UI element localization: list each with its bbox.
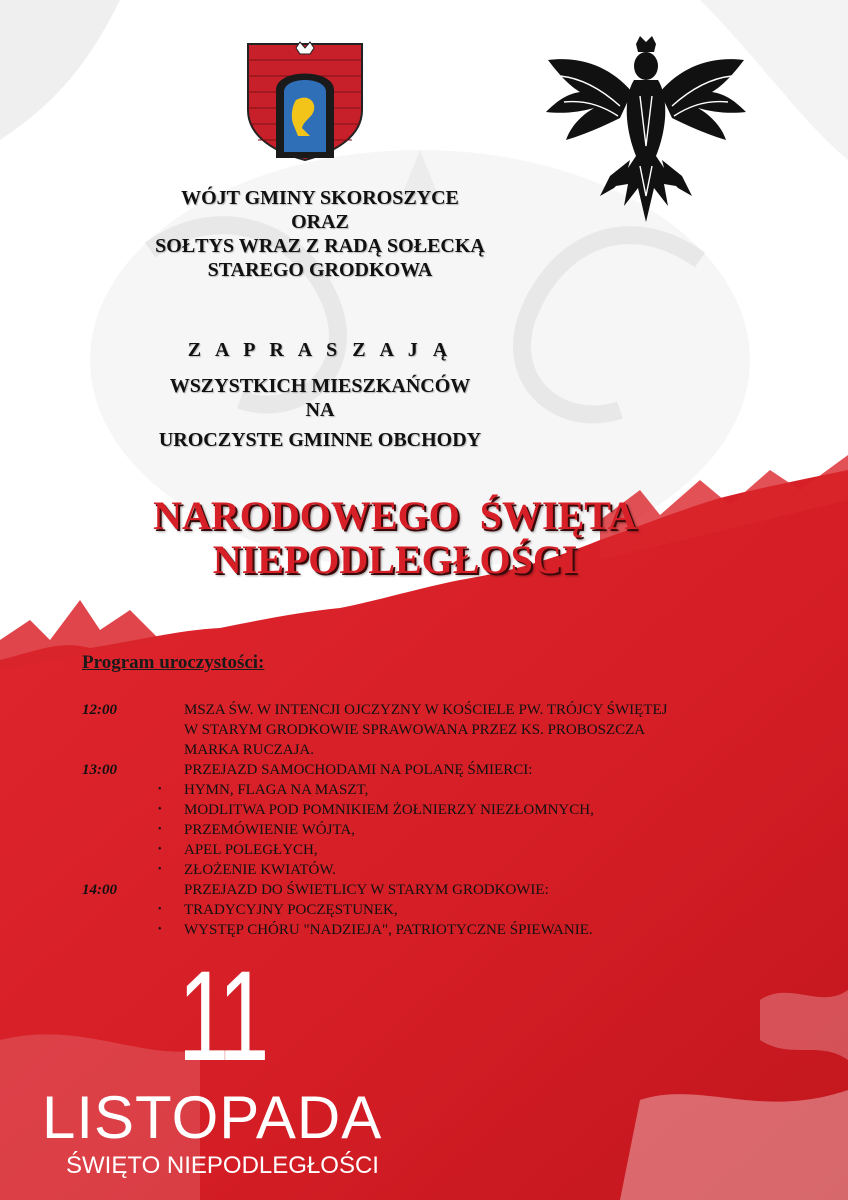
event-title-line: NARODOWEGO ŚWIĘTA <box>153 493 637 538</box>
bullet-icon: • <box>158 864 162 875</box>
bullet-text: ZŁOŻENIE KWIATÓW. <box>184 862 336 878</box>
program-bullet-item <box>158 840 782 860</box>
program-bullet-item <box>158 900 782 920</box>
bullet-icon: • <box>158 904 162 915</box>
event-title-line: NIEPODLEGŁOŚCI <box>212 537 578 582</box>
event-title <box>0 494 790 582</box>
bullet-icon: • <box>158 844 162 855</box>
program-description: MARKA RUCZAJA. <box>184 742 315 758</box>
invitation-line: WSZYSTKICH MIESZKAŃCÓW <box>169 375 471 397</box>
organizer-line: ORAZ <box>291 211 349 233</box>
bullet-icon: • <box>158 784 162 795</box>
organizer-line: STAREGO GRODKOWA <box>207 259 433 281</box>
program-time: 13:00 <box>82 762 117 778</box>
program-list <box>82 700 782 940</box>
organizers-block <box>0 186 640 282</box>
program-description: MSZA ŚW. W INTENCJI OJCZYZNY W KOŚCIELE PW. TRÓJCY ŚWIĘTEJ <box>184 702 668 718</box>
date-day: 11 <box>178 945 266 1088</box>
bullet-icon: • <box>158 804 162 815</box>
invitation-line: NA <box>305 399 335 421</box>
bullet-text: HYMN, FLAGA NA MASZT, <box>184 782 369 798</box>
organizer-line: SOŁTYS WRAZ Z RADĄ SOŁECKĄ <box>155 235 485 257</box>
program-bullet-item <box>158 780 782 800</box>
bullet-text: MODLITWA POD POMNIKIEM ŻOŁNIERZY NIEZŁOMNYCH, <box>184 802 594 818</box>
program-item <box>82 700 782 760</box>
program-heading: Program uroczystości: <box>82 652 265 673</box>
invitation-verb: Z A P R A S Z A J Ą <box>187 339 453 361</box>
program-description: PRZEJAZD DO ŚWIETLICY W STARYM GRODKOWIE: <box>184 882 549 898</box>
program-item <box>82 760 782 880</box>
program-bullet-item <box>158 920 782 940</box>
invitation-block <box>0 338 640 452</box>
bullet-text: WYSTĘP CHÓRU "NADZIEJA", PATRIOTYCZNE ŚPIEWANIE. <box>184 922 593 938</box>
program-description: W STARYM GRODKOWIE SPRAWOWANA PRZEZ KS. PROBOSZCZA <box>184 722 646 738</box>
program-bullet-item <box>158 800 782 820</box>
date-subtitle: ŚWIĘTO NIEPODLEGŁOŚCI <box>66 1152 379 1179</box>
bullet-text: TRADYCYJNY POCZĘSTUNEK, <box>184 902 398 918</box>
program-bullet-item <box>158 860 782 880</box>
coat-of-arms-icon <box>244 40 366 162</box>
program-item <box>82 880 782 940</box>
program-bullet-item <box>158 820 782 840</box>
program-time: 12:00 <box>82 702 117 718</box>
bullet-text: APEL POLEGŁYCH, <box>184 842 318 858</box>
organizer-line: WÓJT GMINY SKOROSZYCE <box>181 187 459 209</box>
date-month: LISTOPADA <box>42 1084 383 1151</box>
bullet-text: PRZEMÓWIENIE WÓJTA, <box>184 822 355 838</box>
bullet-icon: • <box>158 924 162 935</box>
invitation-line: UROCZYSTE GMINNE OBCHODY <box>158 429 482 451</box>
program-time: 14:00 <box>82 882 117 898</box>
program-description: PRZEJAZD SAMOCHODAMI NA POLANĘ ŚMIERCI: <box>184 762 533 778</box>
bullet-icon: • <box>158 824 162 835</box>
